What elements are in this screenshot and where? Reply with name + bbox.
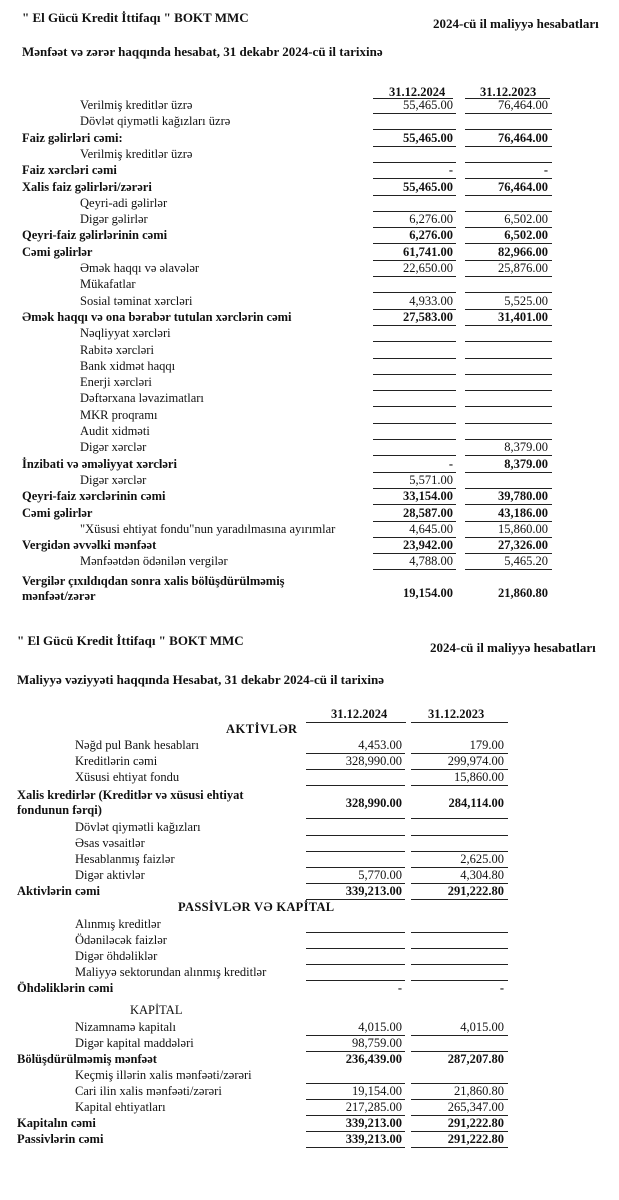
value-previous-year: 21,860.80 (454, 1084, 504, 1098)
table-row (0, 506, 619, 522)
row-label: Keçmiş illərin xalis mənfəəti/zərəri (75, 1068, 252, 1082)
value-current-year: 339,213.00 (345, 1132, 402, 1146)
underline (465, 569, 552, 570)
table-row (0, 965, 619, 981)
table-row (0, 949, 619, 965)
row-label: Xüsusi ehtiyat fondu (75, 770, 180, 784)
assets-title: AKTİVLƏR (226, 722, 298, 736)
value-current-year: 55,465.00 (403, 98, 453, 112)
value-previous-year: 76,464.00 (498, 130, 548, 145)
table-row (0, 391, 619, 407)
table-row (0, 212, 619, 228)
value-previous-year: - (543, 163, 548, 178)
underline (411, 1147, 508, 1148)
row-label: Digər xərclər (80, 472, 147, 487)
table-row (0, 522, 619, 538)
underline (306, 1147, 405, 1148)
value-current-year: 27,583.00 (403, 309, 453, 324)
table-row (0, 326, 619, 342)
table-row (0, 147, 619, 163)
value-previous-year: 4,015.00 (460, 1020, 504, 1034)
value-previous-year: 27,326.00 (498, 538, 548, 553)
table-row (0, 868, 619, 884)
underline (411, 785, 508, 786)
value-current-year: 33,154.00 (403, 489, 453, 504)
value-previous-year: 8,379.00 (504, 440, 548, 455)
value-previous-year: - (499, 981, 504, 995)
table-row (0, 310, 619, 326)
table-row (0, 245, 619, 261)
value-current-year: 4,453.00 (358, 738, 402, 752)
table-row (0, 1132, 619, 1148)
table-row (0, 440, 619, 456)
value-current-year: 5,571.00 (409, 472, 453, 487)
row-label: Nəqliyyat xərcləri (80, 326, 171, 341)
row-label: Xalis faiz gəlirləri/zərəri (22, 179, 152, 194)
row-label: Bölüşdürülməmiş mənfəət (17, 1052, 157, 1066)
value-current-year: 22,650.00 (403, 261, 453, 275)
value-current-year: 4,933.00 (409, 293, 453, 308)
row-label: Audit xidməti (80, 424, 150, 438)
table-row (0, 554, 619, 570)
row-label: Nəğd pul Bank hesabları (75, 738, 199, 752)
report-title-2: Maliyyə vəziyyəti haqqında Hesabat, 31 dekabr 2024-cü il tarixinə (17, 672, 385, 687)
table-row (0, 1116, 619, 1132)
value-current-year: 236,439.00 (345, 1052, 402, 1066)
table-row (0, 836, 619, 852)
row-label: Kreditlərin cəmi (75, 754, 158, 768)
table-row (0, 408, 619, 424)
row-label: Digər xərclər (80, 440, 147, 455)
row-label: Digər kapital maddələri (75, 1036, 194, 1050)
row-label: Maliyyə sektorundan alınmış kreditlər (75, 965, 267, 979)
table-row (0, 754, 619, 770)
row-label: Aktivlərin cəmi (17, 884, 100, 898)
value-current-year: 98,759.00 (352, 1036, 402, 1050)
row-label: Ödəniləcək faizlər (75, 933, 167, 947)
value-current-year: - (397, 981, 402, 995)
row-label: Əmək haqqı və ona bərabər tutulan xərclərin cəmi (22, 309, 292, 324)
table-row (0, 1100, 619, 1116)
value-current-year: - (448, 163, 453, 178)
net-loans-2024: 328,990.00 (345, 796, 402, 810)
table-row (0, 180, 619, 196)
value-previous-year: 39,780.00 (498, 489, 548, 504)
row-label: Digər gəlirlər (80, 212, 148, 227)
value-current-year: 6,276.00 (409, 228, 453, 243)
table-row (0, 277, 619, 293)
underline (411, 818, 508, 819)
value-previous-year: 43,186.00 (498, 505, 548, 520)
row-label: Əsas vəsaitlər (75, 836, 145, 850)
row-label: Nizamnamə kapitalı (75, 1020, 177, 1034)
table-row (0, 457, 619, 473)
table-row (0, 473, 619, 489)
value-previous-year: 4,304.80 (460, 868, 504, 882)
final-value-2024: 19,154.00 (403, 586, 453, 600)
value-previous-year: 291,222.80 (447, 1116, 504, 1130)
table-row (0, 1036, 619, 1052)
row-label: Cəmi gəlirlər (22, 505, 93, 520)
row-label: Hesablanmış faizlər (75, 852, 175, 866)
underline (306, 818, 405, 819)
value-previous-year: 287,207.80 (447, 1052, 504, 1066)
value-previous-year: 6,502.00 (504, 212, 548, 227)
report-title: Mənfəət və zərər haqqında hesabat, 31 dekabr 2024-cü il tarixinə (22, 44, 383, 59)
company-name: " El Gücü Kredit İttifaqı " BOKT MMC (22, 10, 249, 25)
value-previous-year: 6,502.00 (504, 228, 548, 243)
value-current-year: 6,276.00 (409, 212, 453, 227)
value-current-year: 328,990.00 (345, 754, 402, 768)
row-label: Enerji xərcləri (80, 375, 152, 390)
table-row (0, 163, 619, 179)
value-previous-year: 179.00 (469, 738, 504, 752)
value-previous-year: 265,347.00 (447, 1100, 504, 1114)
row-label: Cəmi gəlirlər (22, 244, 93, 259)
row-label: Faiz xərcləri cəmi (22, 163, 117, 178)
table-row (0, 294, 619, 310)
table-row (0, 852, 619, 868)
report-period-2: 2024-cü il maliyyə hesabatları (430, 640, 596, 655)
table-row (0, 228, 619, 244)
row-label: Qeyri-adi gəlirlər (80, 195, 168, 210)
row-label: Verilmiş kreditlər üzrə (80, 146, 193, 161)
row-label: "Xüsusi ehtiyat fondu"nun yaradılmasına ayırımlar (80, 521, 336, 536)
report-period: 2024-cü il maliyyə hesabatları (433, 16, 599, 31)
final-label-line1: Vergilər çıxıldıqdan sonra xalis bölüşdürülməmiş (22, 574, 285, 588)
value-current-year: 28,587.00 (403, 505, 453, 520)
table-row (0, 424, 619, 440)
col-header-2023-b: 31.12.2023 (428, 707, 485, 721)
row-label: Vergidən əvvəlki mənfəət (22, 538, 157, 553)
table-row (0, 114, 619, 130)
table-row (0, 770, 619, 786)
row-label: Bank xidmət haqqı (80, 358, 176, 373)
row-label: Digər öhdəliklər (75, 949, 158, 963)
table-row (0, 196, 619, 212)
capital-title: KAPİTAL (130, 1003, 183, 1017)
row-label: Alınmış kreditlər (75, 917, 161, 931)
row-label: Faiz gəlirləri cəmi: (22, 130, 123, 145)
value-previous-year: 31,401.00 (498, 309, 548, 324)
value-previous-year: 291,222.80 (447, 884, 504, 898)
row-label: Əmək haqqı və əlavələr (80, 261, 200, 275)
table-row (0, 738, 619, 754)
company-name-2: " El Gücü Kredit İttifaqı " BOKT MMC (17, 633, 244, 648)
row-label: Rabitə xərcləri (80, 342, 154, 357)
table-row (0, 917, 619, 933)
value-previous-year: 76,464.00 (498, 98, 548, 112)
value-current-year: 23,942.00 (403, 538, 453, 553)
value-current-year: 217,285.00 (345, 1100, 402, 1114)
net-loans-label-line2: fondunun fərqi) (17, 803, 102, 817)
value-current-year: 61,741.00 (403, 244, 453, 259)
underline (306, 785, 405, 786)
net-loans-label-line1: Xalis kredirlər (Kreditlər və xüsusi ehtiyat (17, 788, 244, 802)
row-label: Verilmiş kreditlər üzrə (80, 98, 193, 112)
value-previous-year: 25,876.00 (498, 261, 548, 275)
value-current-year: 4,788.00 (409, 554, 453, 569)
table-row (0, 820, 619, 836)
table-row (0, 98, 619, 114)
table-row (0, 359, 619, 375)
value-current-year: 4,015.00 (358, 1020, 402, 1034)
table-row (0, 343, 619, 359)
row-label: Mükafatlar (80, 277, 136, 292)
table-row (0, 933, 619, 949)
row-label: Qeyri-faiz gəlirlərinin cəmi (22, 228, 168, 243)
row-label: Dövlət qiymətli kağızları üzrə (80, 114, 231, 129)
underline (373, 569, 456, 570)
table-row (0, 1068, 619, 1084)
final-value-2023: 21,860.80 (498, 586, 548, 600)
value-current-year: 4,645.00 (409, 521, 453, 536)
value-previous-year: 76,464.00 (498, 179, 548, 194)
row-label: Cari ilin xalis mənfəəti/zərəri (75, 1084, 222, 1098)
row-label: Kapitalın cəmi (17, 1116, 96, 1130)
value-previous-year: 15,860.00 (454, 770, 504, 784)
row-label: MKR proqramı (80, 407, 158, 422)
table-row (0, 261, 619, 277)
table-row (0, 489, 619, 505)
col-header-2024-b: 31.12.2024 (331, 707, 388, 721)
row-label: Kapital ehtiyatları (75, 1100, 166, 1114)
table-row (0, 538, 619, 554)
value-previous-year: 5,525.00 (504, 293, 548, 308)
col-header-2024: 31.12.2024 (389, 85, 446, 99)
row-label: Passivlərin cəmi (17, 1132, 104, 1146)
table-row (0, 1052, 619, 1068)
value-previous-year: 291,222.80 (447, 1132, 504, 1146)
underline (411, 899, 508, 900)
row-label: Dövlət qiymətli kağızları (75, 820, 201, 834)
table-row (0, 131, 619, 147)
value-current-year: 55,465.00 (403, 179, 453, 194)
final-label-line2: mənfəət/zərər (22, 589, 96, 603)
row-label: Mənfəətdən ödənilən vergilər (80, 554, 228, 569)
value-current-year: 5,770.00 (358, 868, 402, 882)
table-row (0, 1020, 619, 1036)
col-header-2023: 31.12.2023 (480, 85, 537, 99)
value-previous-year: 8,379.00 (504, 456, 548, 471)
net-loans-2023: 284,114.00 (448, 796, 504, 810)
liabilities-capital-title: PASSİVLƏR VƏ KAPİTAL (178, 900, 335, 914)
row-label: Qeyri-faiz xərclərinin cəmi (22, 489, 166, 504)
value-current-year: 19,154.00 (352, 1084, 402, 1098)
row-label: Sosial təminat xərcləri (80, 293, 193, 308)
row-label: İnzibati və əməliyyat xərcləri (22, 456, 177, 471)
table-row (0, 375, 619, 391)
table-row (0, 884, 619, 900)
row-label: Öhdəliklərin cəmi (17, 981, 114, 995)
value-current-year: 339,213.00 (345, 884, 402, 898)
value-previous-year: 5,465.20 (504, 554, 548, 569)
table-row (0, 981, 619, 997)
row-label: Dəftərxana ləvazimatları (80, 391, 204, 406)
value-current-year: - (448, 456, 453, 471)
value-previous-year: 299,974.00 (447, 754, 504, 768)
value-previous-year: 15,860.00 (498, 521, 548, 536)
value-current-year: 55,465.00 (403, 130, 453, 145)
table-row (0, 1084, 619, 1100)
value-previous-year: 82,966.00 (498, 244, 548, 259)
row-label: Digər aktivlər (75, 868, 145, 882)
value-previous-year: 2,625.00 (460, 852, 504, 866)
value-current-year: 339,213.00 (345, 1116, 402, 1130)
